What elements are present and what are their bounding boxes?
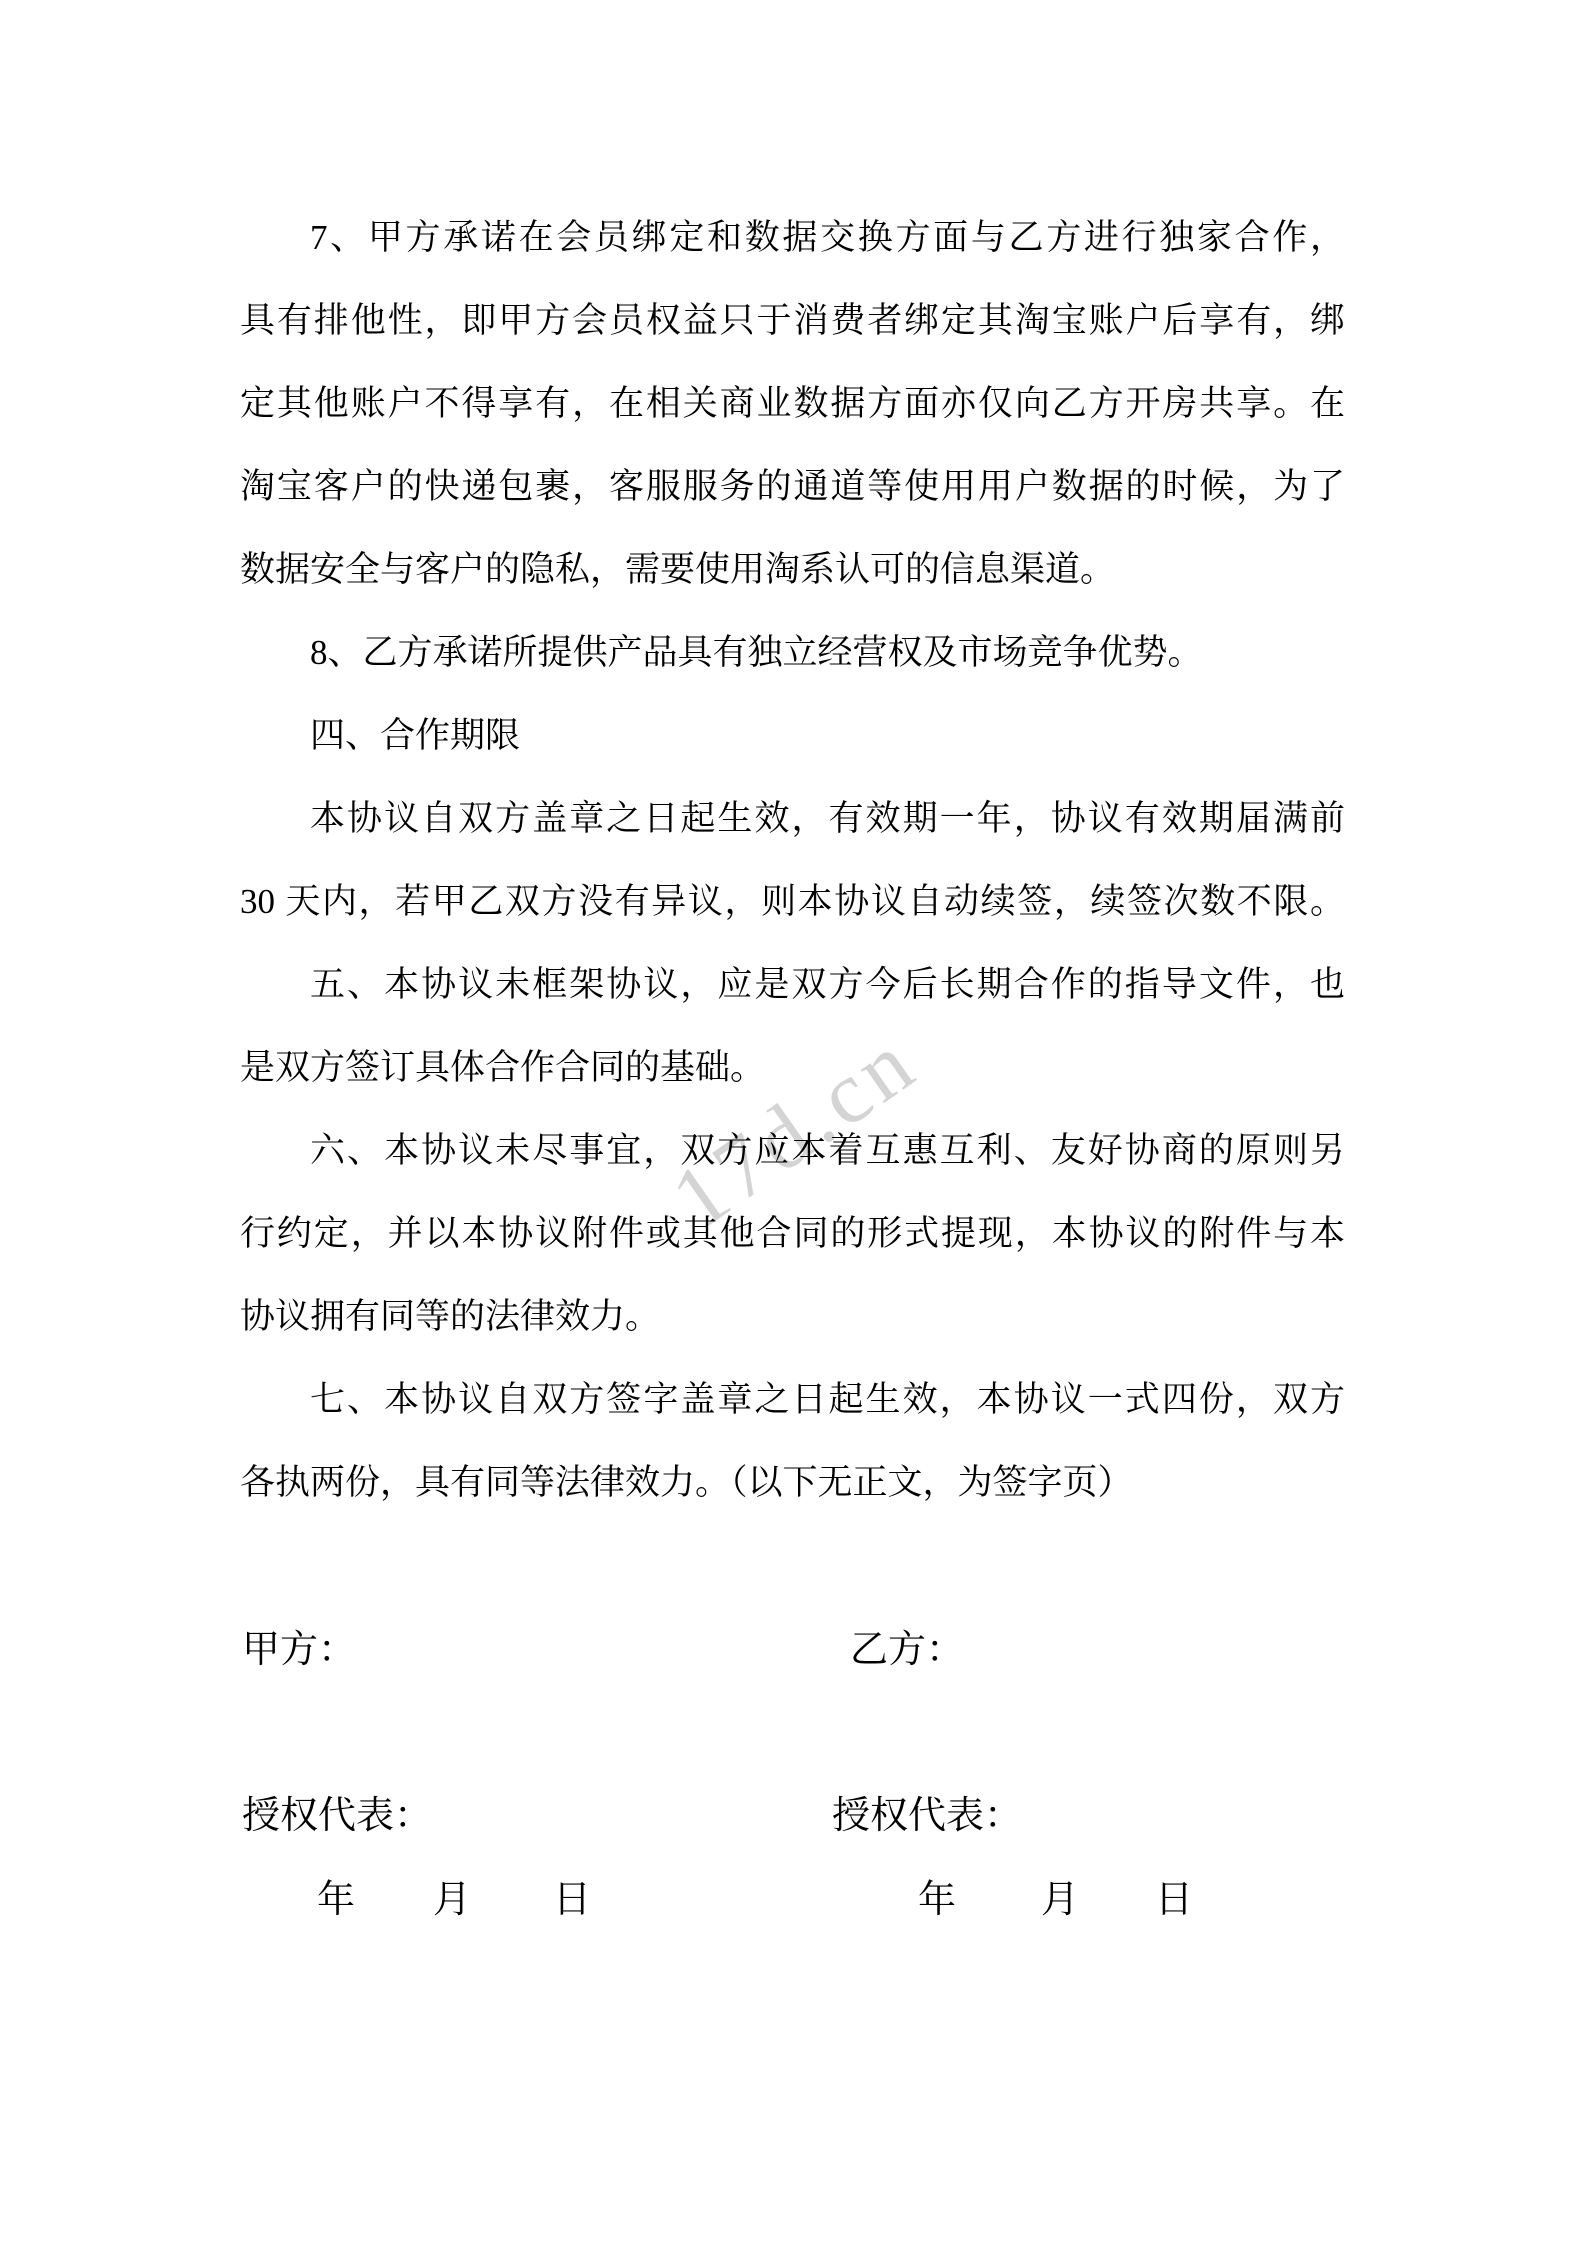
text-line: 五、本协议未框架协议，应是双方今后长期合作的指导文件，也 <box>310 965 1345 1004</box>
text-line: 六、本协议未尽事宜，双方应本着互惠互利、友好协商的原则另 <box>310 1131 1345 1170</box>
text-line: 定其他账户不得享有，在相关商业数据方面亦仅向乙方开房共享。在 <box>240 384 1345 423</box>
contract-body <box>240 196 1345 1524</box>
text-line: 七、本协议自双方签字盖章之日起生效，本协议一式四份，双方 <box>310 1380 1345 1419</box>
text-line: 30 天内，若甲乙双方没有异议，则本协议自动续签，续签次数不限。 <box>240 882 1345 921</box>
date-day-a: 日 <box>553 1879 592 1921</box>
date-month-a: 月 <box>433 1879 472 1921</box>
date-year-a: 年 <box>317 1879 356 1921</box>
text-line: 本协议自双方盖章之日起生效，有效期一年，协议有效期届满前 <box>310 799 1345 838</box>
date-day-b: 日 <box>1155 1879 1194 1921</box>
party-b-label: 乙方： <box>850 1629 965 1671</box>
date-year-b: 年 <box>918 1879 957 1921</box>
text-line: 8、乙方承诺所提供产品具有独立经营权及市场竞争优势。 <box>310 633 1203 672</box>
text-line: 淘宝客户的快递包裹，客服服务的通道等使用用户数据的时候，为了 <box>240 467 1345 506</box>
text-line: 数据安全与客户的隐私，需要使用淘系认可的信息渠道。 <box>240 550 1116 589</box>
text-line: 四、合作期限 <box>310 716 521 755</box>
party-a-label: 甲方： <box>242 1629 357 1671</box>
text-line: 各执两份，具有同等法律效力。（以下无正文，为签字页） <box>240 1463 1133 1502</box>
rep-a-label: 授权代表： <box>242 1795 433 1837</box>
text-line: 具有排他性，即甲方会员权益只于消费者绑定其淘宝账户后享有，绑 <box>240 301 1345 340</box>
rep-b-label: 授权代表： <box>832 1795 1023 1837</box>
text-line: 协议拥有同等的法律效力。 <box>240 1297 661 1336</box>
date-month-b: 月 <box>1041 1879 1080 1921</box>
text-line: 是双方签订具体合作合同的基础。 <box>240 1048 766 1087</box>
text-line: 7、甲方承诺在会员绑定和数据交换方面与乙方进行独家合作， <box>310 218 1345 257</box>
text-line: 行约定，并以本协议附件或其他合同的形式提现，本协议的附件与本 <box>240 1214 1345 1253</box>
watermark-text: 17d.cn <box>655 1012 935 1249</box>
